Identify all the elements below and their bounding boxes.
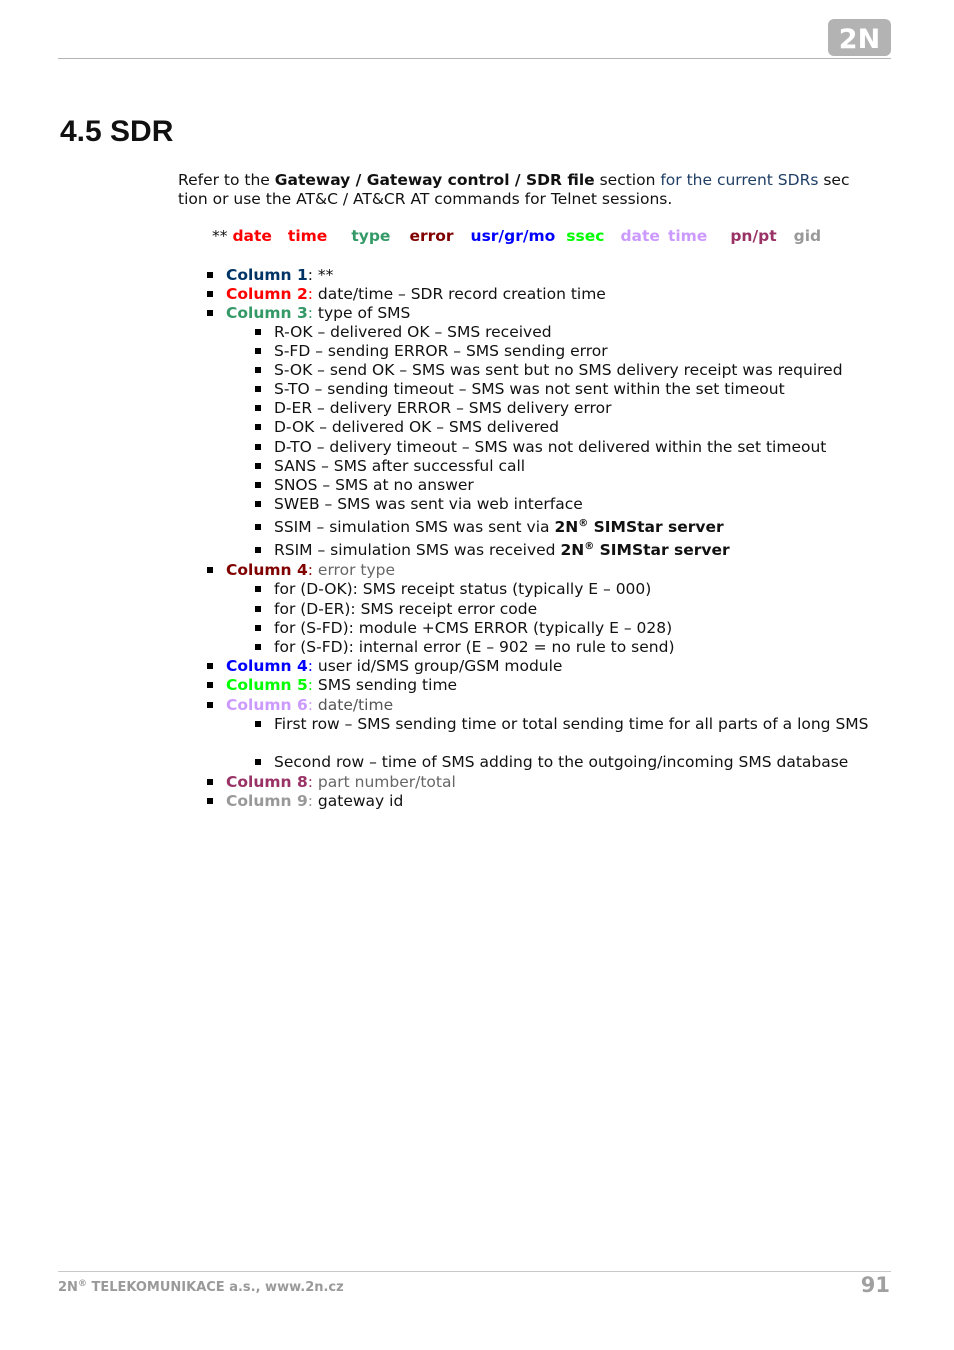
bullet-icon — [207, 798, 213, 804]
item-text — [226, 657, 562, 676]
item-text — [274, 399, 611, 418]
item-text — [226, 266, 333, 285]
sub-item-description: for (S-FD): internal error (E – 902 = no rule to send) — [274, 638, 675, 656]
sub-item-description: SANS – SMS after successful call — [274, 457, 526, 475]
format-token: ** — [212, 227, 233, 245]
column-name: Column 4 — [226, 561, 308, 579]
2n-logo — [828, 19, 891, 56]
header-rule — [58, 58, 891, 59]
column-name: Column 9 — [226, 792, 308, 810]
sdr-format-line — [212, 227, 821, 245]
footer-rule — [58, 1271, 891, 1272]
sub-item-description: S-OK – send OK – SMS was sent but no SMS delivery receipt was required — [274, 361, 843, 379]
format-token: time — [667, 227, 708, 245]
intro-link[interactable]: for the current SDRs — [660, 171, 819, 189]
item-text — [274, 342, 608, 361]
format-token: pn/pt — [730, 227, 777, 245]
item-text — [274, 457, 525, 476]
item-text — [274, 380, 785, 399]
column-description: ** — [312, 266, 334, 284]
sub-item-description: S-FD – sending ERROR – SMS sending error — [274, 342, 608, 360]
item-text — [274, 438, 826, 457]
bullet-icon — [255, 444, 261, 450]
brand-name: 2N — [560, 541, 585, 559]
bullet-icon — [207, 702, 213, 708]
page-title: 4.5 SDR — [60, 115, 174, 148]
footer-company-rest: TELEKOMUNIKACE a.s., www.2n.cz — [86, 1280, 344, 1295]
item-text — [226, 304, 410, 323]
column-name: Column 3 — [226, 304, 308, 322]
item-text — [226, 792, 403, 811]
sub-item-description: D-ER – delivery ERROR – SMS delivery error — [274, 399, 612, 417]
server-name: SIMStar server — [594, 541, 730, 559]
bullet-icon — [255, 367, 261, 373]
bullet-icon — [255, 547, 261, 553]
sub-item-description: for (S-FD): module +CMS ERROR (typically E – 028) — [274, 619, 673, 637]
bullet-icon — [207, 663, 213, 669]
bullet-icon — [207, 291, 213, 297]
column-name: Column 6 — [226, 696, 308, 714]
column-description: user id/SMS group/GSM module — [312, 657, 563, 675]
item-text — [274, 541, 730, 560]
intro-paragraph — [178, 171, 890, 209]
item-text — [226, 561, 395, 580]
sub-item-description: S-TO – sending timeout – SMS was not sent within the set timeout — [274, 380, 785, 398]
bullet-icon — [255, 501, 261, 507]
sub-item-description: for (D-ER): SMS receipt error code — [274, 600, 538, 618]
bullet-icon — [207, 272, 213, 278]
column-name: Column 2 — [226, 285, 308, 303]
bullet-icon — [255, 348, 261, 354]
intro-text-1: Refer to the — [178, 171, 275, 189]
item-text — [226, 696, 393, 715]
column-name: Column 4 — [226, 657, 308, 675]
bullet-icon — [255, 644, 261, 650]
bullet-icon — [255, 424, 261, 430]
item-text — [274, 580, 651, 599]
bullet-icon — [207, 310, 213, 316]
sub-item-description: for (D-OK): SMS receipt status (typically E – 000) — [274, 580, 652, 598]
footer-company — [58, 1280, 344, 1295]
format-token: error — [409, 227, 454, 245]
bullet-icon — [255, 606, 261, 612]
bullet-icon — [255, 482, 261, 488]
logo-text: 2N — [838, 24, 881, 55]
format-token: time — [287, 227, 328, 245]
item-text — [274, 753, 848, 772]
separator: : — [307, 696, 313, 714]
bullet-icon — [255, 405, 261, 411]
bullet-icon — [255, 759, 261, 765]
separator: : — [307, 561, 313, 579]
bullet-icon — [255, 721, 261, 727]
sub-item-description: SNOS – SMS at no answer — [274, 476, 474, 494]
footer-brand: 2N — [58, 1280, 78, 1295]
bullet-icon — [255, 329, 261, 335]
format-token: usr/gr/mo — [470, 227, 556, 245]
intro-text-3: sec tion or use the AT&C / AT&CR AT commands for Telnet sessions. — [178, 171, 850, 208]
separator: : — [307, 773, 313, 791]
separator: : — [307, 676, 313, 694]
bullet-icon — [255, 625, 261, 631]
column-description: date/time — [312, 696, 394, 714]
column-description: date/time – SDR record creation time — [312, 285, 606, 303]
brand-name: 2N — [554, 518, 579, 536]
item-text — [274, 495, 583, 514]
bullet-icon — [255, 386, 261, 392]
format-token: type — [351, 227, 391, 245]
item-text — [274, 361, 843, 380]
item-text — [226, 676, 457, 695]
item-text — [274, 518, 724, 537]
item-text — [226, 285, 606, 304]
separator: : — [307, 285, 313, 303]
item-text — [274, 638, 675, 657]
format-token: gid — [793, 227, 822, 245]
column-description: SMS sending time — [312, 676, 458, 694]
item-text — [274, 715, 888, 734]
format-token: ssec — [566, 227, 605, 245]
registered-mark: ® — [584, 541, 595, 552]
item-text — [274, 418, 559, 437]
format-token: date — [232, 227, 272, 245]
intro-bold-path: Gateway / Gateway control / SDR file — [274, 171, 595, 189]
sub-item-description: RSIM – simulation SMS was received — [274, 541, 561, 559]
footer-reg-mark: ® — [77, 1279, 87, 1289]
item-text — [274, 323, 552, 342]
format-token: date — [620, 227, 660, 245]
column-name: Column 5 — [226, 676, 308, 694]
bullet-icon — [255, 524, 261, 530]
bullet-icon — [207, 682, 213, 688]
bullet-icon — [255, 463, 261, 469]
column-description: type of SMS — [312, 304, 411, 322]
sub-item-description: D-TO – delivery timeout – SMS was not delivered within the set timeout — [274, 438, 827, 456]
separator: : — [307, 657, 313, 675]
separator: : — [307, 266, 313, 284]
sub-item-description: R-OK – delivered OK – SMS received — [274, 323, 552, 341]
column-name: Column 1 — [226, 266, 308, 284]
sub-item-description: SWEB – SMS was sent via web interface — [274, 495, 583, 513]
item-text — [274, 476, 474, 495]
page-number: 91 — [860, 1273, 890, 1297]
item-text — [226, 773, 456, 792]
item-text — [274, 619, 672, 638]
column-description: part number/total — [312, 773, 456, 791]
item-text — [274, 600, 537, 619]
column-name: Column 8 — [226, 773, 308, 791]
column-description: gateway id — [312, 792, 404, 810]
separator: : — [307, 304, 313, 322]
sub-item-description: SSIM – simulation SMS was sent via — [274, 518, 555, 536]
intro-text-2: section — [594, 171, 661, 189]
registered-mark: ® — [578, 518, 589, 529]
bullet-icon — [207, 779, 213, 785]
bullet-icon — [255, 586, 261, 592]
column-description: error type — [312, 561, 395, 579]
sub-item-description: Second row – time of SMS adding to the outgoing/incoming SMS database — [274, 753, 849, 771]
sub-item-description: D-OK – delivered OK – SMS delivered — [274, 418, 560, 436]
bullet-icon — [207, 567, 213, 573]
separator: : — [307, 792, 313, 810]
sub-item-description: First row – SMS sending time or total sending time for all parts of a long SMS — [274, 715, 869, 733]
server-name: SIMStar server — [588, 518, 724, 536]
